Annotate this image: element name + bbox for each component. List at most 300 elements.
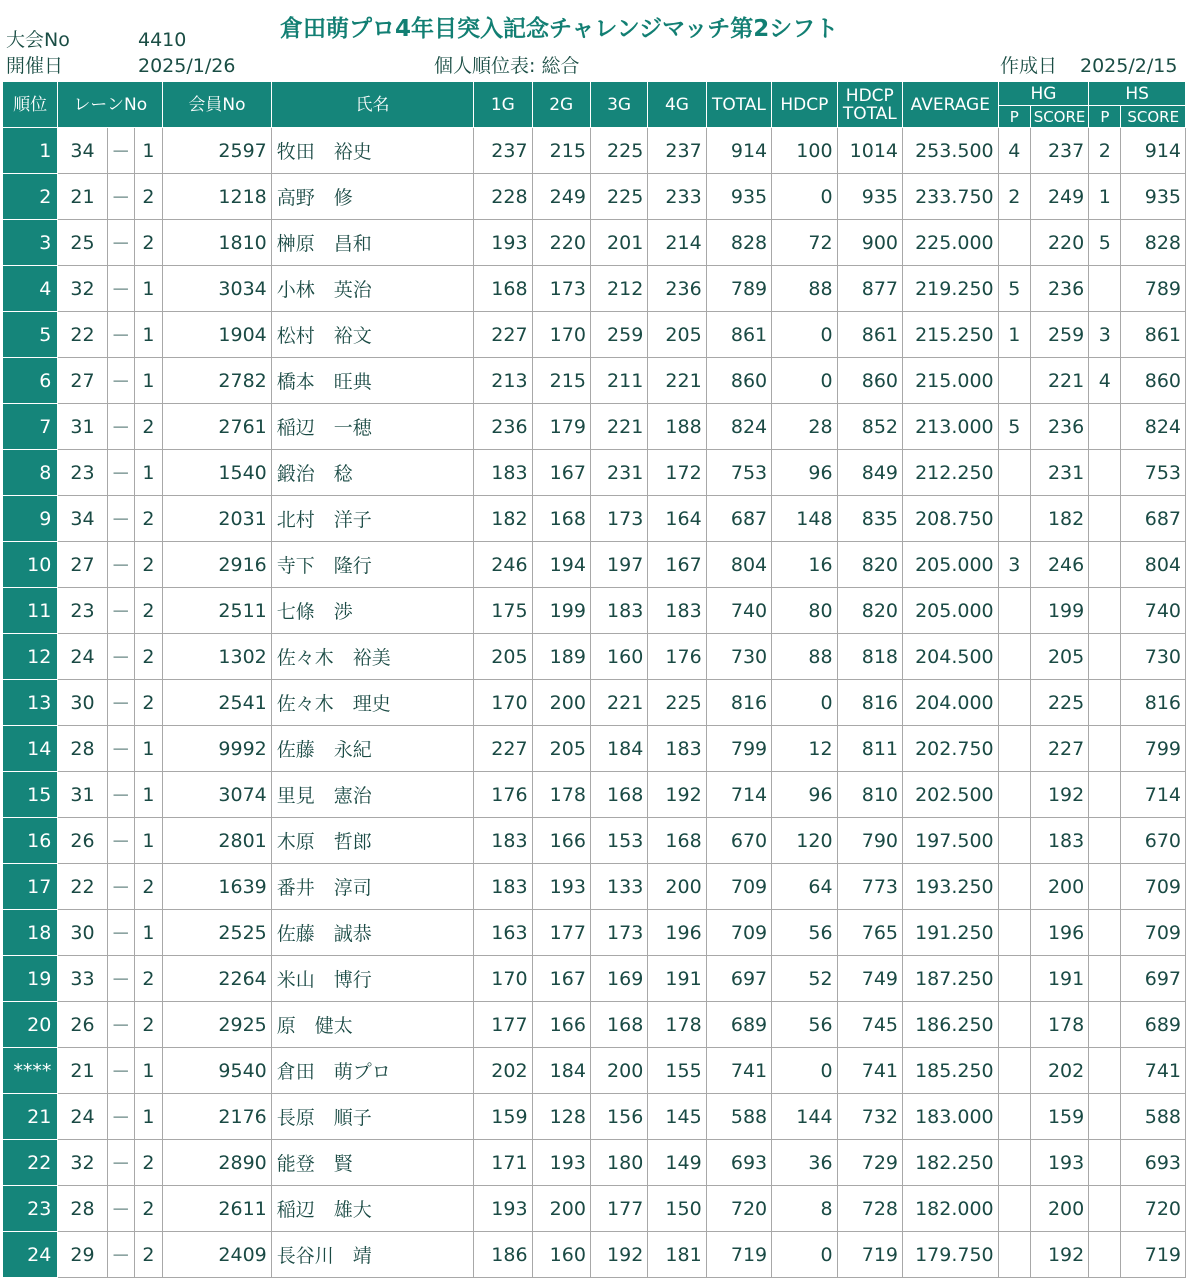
player-name-cell: 番井 淳司 [271, 864, 473, 910]
hs-score-cell: 914 [1121, 128, 1186, 174]
hs-score-cell: 824 [1121, 404, 1186, 450]
hdcp-total-cell: 861 [837, 312, 902, 358]
player-name-cell: 佐々木 理史 [271, 680, 473, 726]
table-row [3, 220, 1186, 266]
rank-cell: **** [3, 1048, 58, 1094]
lane-separator: － [107, 266, 134, 312]
rank-cell: 15 [3, 772, 58, 818]
hs-place-cell: 5 [1089, 220, 1121, 266]
hs-score-cell: 741 [1121, 1048, 1186, 1094]
lane-slot-cell: 1 [134, 1094, 162, 1140]
hg-place-cell: 5 [998, 404, 1030, 450]
lane-cell: 27 [58, 542, 107, 588]
member-no-cell: 2409 [163, 1232, 272, 1278]
hs-place-cell [1089, 1140, 1121, 1186]
game-2-cell: 128 [532, 1094, 590, 1140]
member-no-cell: 3074 [163, 772, 272, 818]
hs-score-cell: 753 [1121, 450, 1186, 496]
player-name-cell: 木原 哲郎 [271, 818, 473, 864]
col-high-series: HS [1089, 82, 1186, 106]
game-3-cell: 231 [590, 450, 647, 496]
hs-score-cell: 709 [1121, 864, 1186, 910]
average-cell: 193.250 [903, 864, 999, 910]
tournament-no-label: 大会No [6, 29, 70, 51]
lane-separator: － [107, 1186, 134, 1232]
average-cell: 179.750 [903, 1232, 999, 1278]
hs-score-cell: 799 [1121, 726, 1186, 772]
game-1-cell: 227 [474, 312, 532, 358]
hdcp-total-cell: 1014 [837, 128, 902, 174]
hdcp-cell: 96 [772, 450, 837, 496]
hg-place-cell: 3 [998, 542, 1030, 588]
table-row [3, 956, 1186, 1002]
game-4-cell: 191 [648, 956, 706, 1002]
player-name-cell: 佐藤 永紀 [271, 726, 473, 772]
member-no-cell: 2264 [163, 956, 272, 1002]
hdcp-total-cell: 852 [837, 404, 902, 450]
table-row [3, 174, 1186, 220]
member-no-cell: 1639 [163, 864, 272, 910]
player-name-cell: 能登 賢 [271, 1140, 473, 1186]
game-4-cell: 145 [648, 1094, 706, 1140]
hdcp-cell: 36 [772, 1140, 837, 1186]
hs-place-cell [1089, 450, 1121, 496]
member-no-cell: 2916 [163, 542, 272, 588]
game-1-cell: 186 [474, 1232, 532, 1278]
member-no-cell: 2541 [163, 680, 272, 726]
average-cell: 185.250 [903, 1048, 999, 1094]
hg-score-cell: 249 [1030, 174, 1088, 220]
lane-slot-cell: 1 [134, 312, 162, 358]
col-hg-score: SCORE [1030, 106, 1088, 128]
total-cell: 914 [706, 128, 771, 174]
average-cell: 191.250 [903, 910, 999, 956]
game-3-cell: 225 [590, 174, 647, 220]
game-3-cell: 221 [590, 680, 647, 726]
lane-cell: 26 [58, 818, 107, 864]
col-game-2: 2G [532, 82, 590, 128]
hdcp-cell: 72 [772, 220, 837, 266]
game-3-cell: 168 [590, 1002, 647, 1048]
game-2-cell: 173 [532, 266, 590, 312]
hg-place-cell [998, 956, 1030, 1002]
hs-place-cell [1089, 1094, 1121, 1140]
hdcp-total-cell: 811 [837, 726, 902, 772]
hg-place-cell [998, 1002, 1030, 1048]
hs-place-cell: 3 [1089, 312, 1121, 358]
hs-place-cell [1089, 726, 1121, 772]
lane-slot-cell: 2 [134, 956, 162, 1002]
game-4-cell: 183 [648, 588, 706, 634]
lane-separator: － [107, 956, 134, 1002]
lane-cell: 25 [58, 220, 107, 266]
lane-cell: 34 [58, 128, 107, 174]
hs-place-cell [1089, 772, 1121, 818]
average-cell: 186.250 [903, 1002, 999, 1048]
player-name-cell: 橋本 旺典 [271, 358, 473, 404]
col-member-no: 会員No [163, 82, 272, 128]
player-name-cell: 佐々木 裕美 [271, 634, 473, 680]
hg-place-cell: 2 [998, 174, 1030, 220]
game-1-cell: 177 [474, 1002, 532, 1048]
hdcp-total-cell: 749 [837, 956, 902, 1002]
hg-place-cell: 1 [998, 312, 1030, 358]
game-2-cell: 177 [532, 910, 590, 956]
table-row [3, 1232, 1186, 1278]
player-name-cell: 寺下 隆行 [271, 542, 473, 588]
total-cell: 719 [706, 1232, 771, 1278]
game-3-cell: 225 [590, 128, 647, 174]
player-name-cell: 長原 順子 [271, 1094, 473, 1140]
game-3-cell: 156 [590, 1094, 647, 1140]
game-2-cell: 179 [532, 404, 590, 450]
lane-separator: － [107, 1232, 134, 1278]
game-2-cell: 168 [532, 496, 590, 542]
hdcp-cell: 56 [772, 910, 837, 956]
average-cell: 182.000 [903, 1186, 999, 1232]
game-4-cell: 188 [648, 404, 706, 450]
game-2-cell: 170 [532, 312, 590, 358]
game-1-cell: 183 [474, 864, 532, 910]
game-3-cell: 169 [590, 956, 647, 1002]
table-row [3, 910, 1186, 956]
member-no-cell: 9992 [163, 726, 272, 772]
hg-score-cell: 199 [1030, 588, 1088, 634]
hs-score-cell: 588 [1121, 1094, 1186, 1140]
game-2-cell: 200 [532, 680, 590, 726]
hg-place-cell [998, 450, 1030, 496]
hdcp-cell: 96 [772, 772, 837, 818]
hs-place-cell [1089, 404, 1121, 450]
game-2-cell: 178 [532, 772, 590, 818]
lane-cell: 21 [58, 174, 107, 220]
lane-cell: 28 [58, 1186, 107, 1232]
hs-place-cell [1089, 542, 1121, 588]
rank-cell: 24 [3, 1232, 58, 1278]
game-1-cell: 202 [474, 1048, 532, 1094]
hs-score-cell: 693 [1121, 1140, 1186, 1186]
game-3-cell: 153 [590, 818, 647, 864]
game-1-cell: 236 [474, 404, 532, 450]
ranking-table [2, 81, 1186, 1278]
hdcp-total-cell: 719 [837, 1232, 902, 1278]
rank-cell: 22 [3, 1140, 58, 1186]
hs-place-cell [1089, 496, 1121, 542]
hdcp-total-cell: 835 [837, 496, 902, 542]
average-cell: 213.000 [903, 404, 999, 450]
hs-score-cell: 816 [1121, 680, 1186, 726]
hg-place-cell [998, 726, 1030, 772]
game-4-cell: 214 [648, 220, 706, 266]
member-no-cell: 1302 [163, 634, 272, 680]
hdcp-total-cell: 810 [837, 772, 902, 818]
hdcp-cell: 148 [772, 496, 837, 542]
hg-score-cell: 237 [1030, 128, 1088, 174]
created-date-value: 2025/2/15 [1080, 55, 1178, 77]
player-name-cell: 小林 英治 [271, 266, 473, 312]
game-4-cell: 172 [648, 450, 706, 496]
member-no-cell: 2597 [163, 128, 272, 174]
player-name-cell: 榊原 昌和 [271, 220, 473, 266]
hg-place-cell [998, 680, 1030, 726]
hg-place-cell [998, 1232, 1030, 1278]
game-1-cell: 170 [474, 680, 532, 726]
lane-slot-cell: 2 [134, 496, 162, 542]
player-name-cell: 松村 裕文 [271, 312, 473, 358]
game-1-cell: 228 [474, 174, 532, 220]
lane-cell: 23 [58, 588, 107, 634]
player-name-cell: 原 健太 [271, 1002, 473, 1048]
total-cell: 740 [706, 588, 771, 634]
hs-score-cell: 687 [1121, 496, 1186, 542]
average-cell: 208.750 [903, 496, 999, 542]
hs-place-cell [1089, 680, 1121, 726]
hg-score-cell: 193 [1030, 1140, 1088, 1186]
table-row [3, 128, 1186, 174]
col-hdcp-total-line2: TOTAL [842, 103, 897, 124]
lane-slot-cell: 2 [134, 174, 162, 220]
hs-place-cell [1089, 266, 1121, 312]
total-cell: 588 [706, 1094, 771, 1140]
hg-score-cell: 236 [1030, 404, 1088, 450]
game-4-cell: 221 [648, 358, 706, 404]
rank-cell: 8 [3, 450, 58, 496]
hg-score-cell: 220 [1030, 220, 1088, 266]
game-1-cell: 176 [474, 772, 532, 818]
hg-score-cell: 236 [1030, 266, 1088, 312]
hdcp-cell: 88 [772, 634, 837, 680]
rank-cell: 7 [3, 404, 58, 450]
rank-cell: 17 [3, 864, 58, 910]
lane-separator: － [107, 1094, 134, 1140]
total-cell: 720 [706, 1186, 771, 1232]
rank-cell: 21 [3, 1094, 58, 1140]
lane-slot-cell: 1 [134, 772, 162, 818]
game-4-cell: 181 [648, 1232, 706, 1278]
col-hs-place: P [1089, 106, 1121, 128]
hdcp-total-cell: 820 [837, 588, 902, 634]
hdcp-cell: 0 [772, 174, 837, 220]
game-1-cell: 237 [474, 128, 532, 174]
hg-place-cell [998, 1094, 1030, 1140]
lane-slot-cell: 1 [134, 358, 162, 404]
total-cell: 730 [706, 634, 771, 680]
lane-cell: 28 [58, 726, 107, 772]
hs-score-cell: 935 [1121, 174, 1186, 220]
game-2-cell: 193 [532, 1140, 590, 1186]
rank-cell: 3 [3, 220, 58, 266]
lane-slot-cell: 2 [134, 542, 162, 588]
lane-cell: 22 [58, 312, 107, 358]
hg-place-cell [998, 634, 1030, 680]
hdcp-total-cell: 849 [837, 450, 902, 496]
hdcp-cell: 144 [772, 1094, 837, 1140]
hdcp-total-cell: 790 [837, 818, 902, 864]
hg-place-cell [998, 1186, 1030, 1232]
lane-separator: － [107, 174, 134, 220]
game-3-cell: 192 [590, 1232, 647, 1278]
lane-slot-cell: 1 [134, 818, 162, 864]
col-high-game: HG [998, 82, 1089, 106]
col-hg-place: P [998, 106, 1030, 128]
rank-cell: 10 [3, 542, 58, 588]
table-row [3, 680, 1186, 726]
hg-score-cell: 192 [1030, 772, 1088, 818]
lane-cell: 29 [58, 1232, 107, 1278]
game-2-cell: 199 [532, 588, 590, 634]
hdcp-total-cell: 820 [837, 542, 902, 588]
total-cell: 709 [706, 910, 771, 956]
table-row [3, 588, 1186, 634]
hs-place-cell [1089, 956, 1121, 1002]
table-row [3, 450, 1186, 496]
hs-place-cell [1089, 1048, 1121, 1094]
lane-separator: － [107, 634, 134, 680]
hdcp-cell: 0 [772, 680, 837, 726]
game-2-cell: 189 [532, 634, 590, 680]
game-3-cell: 173 [590, 496, 647, 542]
total-cell: 816 [706, 680, 771, 726]
hdcp-cell: 56 [772, 1002, 837, 1048]
hs-score-cell: 804 [1121, 542, 1186, 588]
hg-score-cell: 178 [1030, 1002, 1088, 1048]
member-no-cell: 1810 [163, 220, 272, 266]
game-4-cell: 183 [648, 726, 706, 772]
total-cell: 697 [706, 956, 771, 1002]
total-cell: 860 [706, 358, 771, 404]
total-cell: 714 [706, 772, 771, 818]
hg-score-cell: 259 [1030, 312, 1088, 358]
lane-cell: 26 [58, 1002, 107, 1048]
rank-cell: 5 [3, 312, 58, 358]
game-3-cell: 211 [590, 358, 647, 404]
lane-cell: 31 [58, 404, 107, 450]
game-4-cell: 164 [648, 496, 706, 542]
total-cell: 789 [706, 266, 771, 312]
total-cell: 741 [706, 1048, 771, 1094]
game-2-cell: 167 [532, 956, 590, 1002]
member-no-cell: 2801 [163, 818, 272, 864]
hs-score-cell: 709 [1121, 910, 1186, 956]
hg-score-cell: 246 [1030, 542, 1088, 588]
lane-separator: － [107, 450, 134, 496]
lane-separator: － [107, 910, 134, 956]
hdcp-cell: 0 [772, 358, 837, 404]
rank-cell: 6 [3, 358, 58, 404]
member-no-cell: 2925 [163, 1002, 272, 1048]
game-4-cell: 192 [648, 772, 706, 818]
hdcp-total-cell: 741 [837, 1048, 902, 1094]
average-cell: 204.000 [903, 680, 999, 726]
hs-place-cell [1089, 1002, 1121, 1048]
hg-place-cell [998, 772, 1030, 818]
lane-cell: 32 [58, 266, 107, 312]
hdcp-cell: 16 [772, 542, 837, 588]
game-4-cell: 200 [648, 864, 706, 910]
hg-score-cell: 183 [1030, 818, 1088, 864]
rank-cell: 13 [3, 680, 58, 726]
hdcp-cell: 0 [772, 1232, 837, 1278]
hdcp-cell: 88 [772, 266, 837, 312]
hdcp-total-cell: 732 [837, 1094, 902, 1140]
total-cell: 709 [706, 864, 771, 910]
hs-score-cell: 828 [1121, 220, 1186, 266]
hg-score-cell: 225 [1030, 680, 1088, 726]
hs-score-cell: 740 [1121, 588, 1186, 634]
hg-score-cell: 200 [1030, 864, 1088, 910]
game-1-cell: 183 [474, 450, 532, 496]
lane-separator: － [107, 680, 134, 726]
total-cell: 828 [706, 220, 771, 266]
table-row [3, 358, 1186, 404]
lane-cell: 30 [58, 680, 107, 726]
hs-place-cell [1089, 634, 1121, 680]
lane-slot-cell: 2 [134, 680, 162, 726]
total-cell: 804 [706, 542, 771, 588]
table-row [3, 1186, 1186, 1232]
lane-cell: 24 [58, 1094, 107, 1140]
member-no-cell: 3034 [163, 266, 272, 312]
lane-cell: 22 [58, 864, 107, 910]
rank-cell: 16 [3, 818, 58, 864]
lane-cell: 21 [58, 1048, 107, 1094]
game-4-cell: 149 [648, 1140, 706, 1186]
lane-separator: － [107, 496, 134, 542]
hg-place-cell [998, 864, 1030, 910]
game-3-cell: 173 [590, 910, 647, 956]
game-4-cell: 233 [648, 174, 706, 220]
game-1-cell: 163 [474, 910, 532, 956]
game-3-cell: 184 [590, 726, 647, 772]
hs-place-cell [1089, 910, 1121, 956]
game-4-cell: 225 [648, 680, 706, 726]
hg-score-cell: 227 [1030, 726, 1088, 772]
member-no-cell: 1218 [163, 174, 272, 220]
table-row [3, 634, 1186, 680]
game-3-cell: 177 [590, 1186, 647, 1232]
table-row [3, 726, 1186, 772]
hs-place-cell [1089, 818, 1121, 864]
game-1-cell: 213 [474, 358, 532, 404]
col-hdcp-total [837, 82, 902, 128]
hs-score-cell: 730 [1121, 634, 1186, 680]
average-cell: 183.000 [903, 1094, 999, 1140]
game-3-cell: 180 [590, 1140, 647, 1186]
hdcp-total-cell: 818 [837, 634, 902, 680]
player-name-cell: 倉田 萌プロ [271, 1048, 473, 1094]
hg-place-cell [998, 220, 1030, 266]
player-name-cell: 稲辺 一穂 [271, 404, 473, 450]
lane-slot-cell: 2 [134, 1232, 162, 1278]
hdcp-cell: 80 [772, 588, 837, 634]
average-cell: 212.250 [903, 450, 999, 496]
game-2-cell: 166 [532, 1002, 590, 1048]
rank-cell: 9 [3, 496, 58, 542]
event-date-value: 2025/1/26 [138, 55, 236, 77]
member-no-cell: 9540 [163, 1048, 272, 1094]
rank-cell: 19 [3, 956, 58, 1002]
game-1-cell: 168 [474, 266, 532, 312]
lane-slot-cell: 2 [134, 634, 162, 680]
game-2-cell: 167 [532, 450, 590, 496]
game-2-cell: 220 [532, 220, 590, 266]
player-name-cell: 里見 憲治 [271, 772, 473, 818]
lane-separator: － [107, 542, 134, 588]
rank-cell: 14 [3, 726, 58, 772]
table-row [3, 496, 1186, 542]
rank-cell: 23 [3, 1186, 58, 1232]
member-no-cell: 2031 [163, 496, 272, 542]
